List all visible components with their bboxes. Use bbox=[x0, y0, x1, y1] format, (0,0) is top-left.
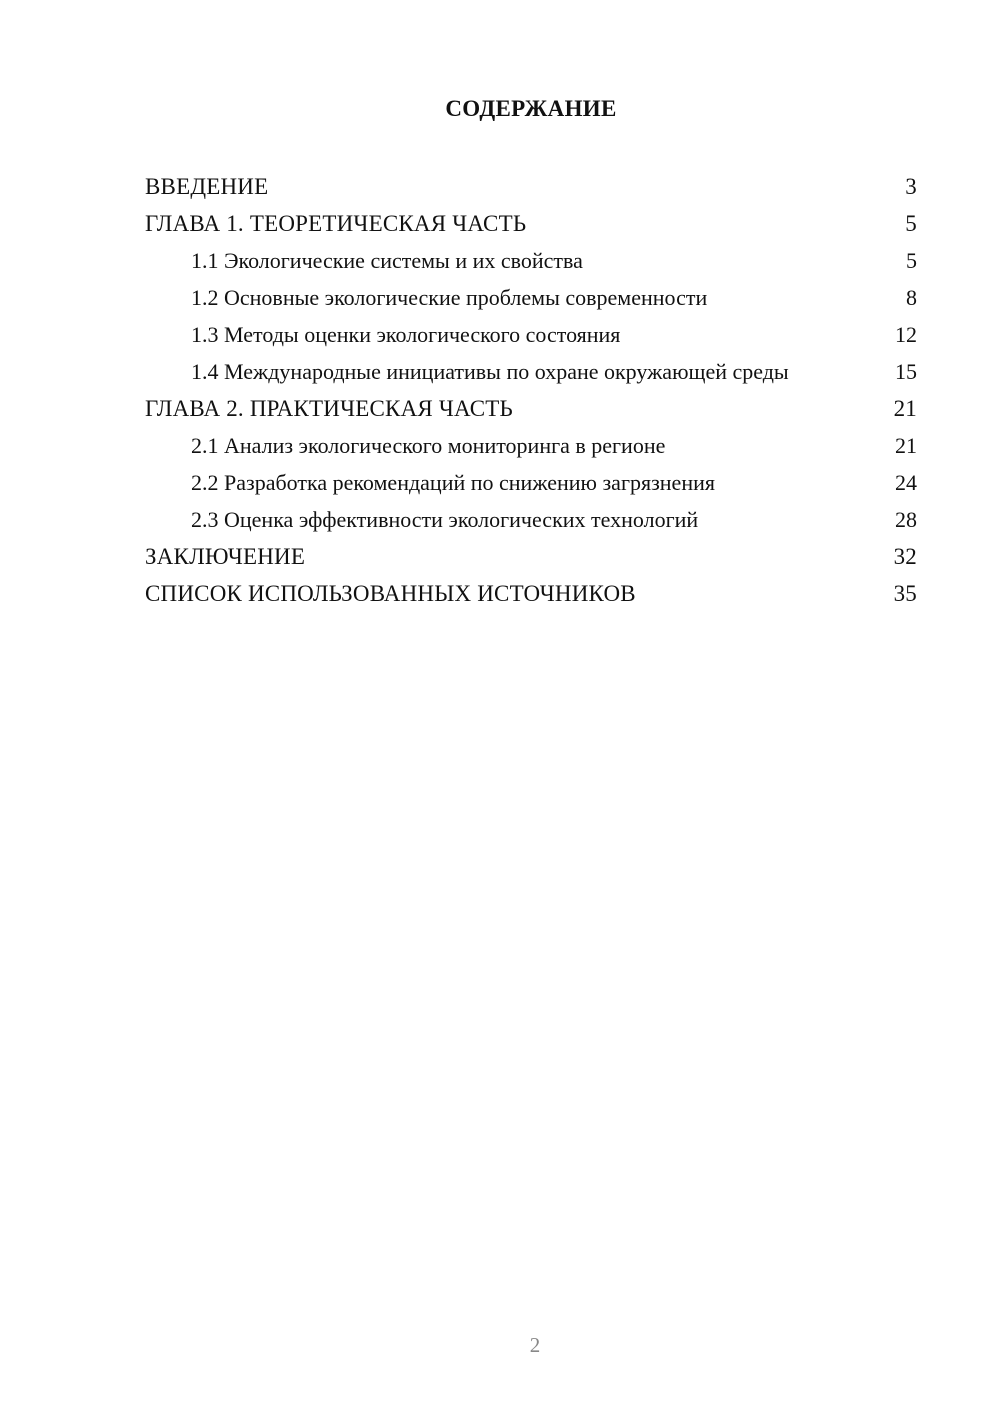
toc-entry-page: 35 bbox=[893, 581, 917, 606]
toc-entry-page: 5 bbox=[906, 248, 917, 273]
toc-entry-page: 15 bbox=[895, 359, 917, 384]
toc-entry-section-1-2[interactable] bbox=[145, 279, 917, 316]
toc-entry-conclusion[interactable] bbox=[145, 538, 917, 575]
toc-entry-page: 8 bbox=[906, 285, 917, 310]
toc-entry-page: 12 bbox=[895, 322, 917, 347]
toc-entry-label: 1.1 Экологические системы и их свойства bbox=[191, 248, 583, 273]
toc-entry-page: 28 bbox=[895, 507, 917, 532]
toc-entry-label: ВВЕДЕНИЕ bbox=[145, 174, 269, 199]
toc-entry-references[interactable] bbox=[145, 575, 917, 612]
page-title: СОДЕРЖАНИЕ bbox=[445, 96, 617, 121]
toc-entry-label: 1.3 Методы оценки экологического состояния bbox=[191, 322, 621, 347]
toc-entry-section-1-3[interactable] bbox=[145, 316, 917, 353]
toc-entry-label: ЗАКЛЮЧЕНИЕ bbox=[145, 544, 306, 569]
toc-entry-label: ГЛАВА 1. ТЕОРЕТИЧЕСКАЯ ЧАСТЬ bbox=[145, 211, 527, 236]
toc-entry-section-2-2[interactable] bbox=[145, 464, 917, 501]
toc-entry-label: 2.1 Анализ экологического мониторинга в регионе bbox=[191, 433, 666, 458]
table-of-contents bbox=[145, 168, 917, 612]
toc-entry-page: 21 bbox=[895, 433, 917, 458]
toc-entry-label: 2.3 Оценка эффективности экологических технологий bbox=[191, 507, 699, 532]
page-number: 2 bbox=[529, 1333, 541, 1357]
toc-entry-chapter-1[interactable] bbox=[145, 205, 917, 242]
toc-entry-section-2-1[interactable] bbox=[145, 427, 917, 464]
toc-entry-section-2-3[interactable] bbox=[145, 501, 917, 538]
toc-entry-chapter-2[interactable] bbox=[145, 390, 917, 427]
toc-entry-section-1-4[interactable] bbox=[145, 353, 917, 390]
toc-entry-page: 5 bbox=[905, 211, 917, 236]
toc-entry-label: 1.2 Основные экологические проблемы современности bbox=[191, 285, 708, 310]
toc-entry-page: 21 bbox=[893, 396, 917, 421]
toc-entry-label: ГЛАВА 2. ПРАКТИЧЕСКАЯ ЧАСТЬ bbox=[145, 396, 513, 421]
toc-entry-label: СПИСОК ИСПОЛЬЗОВАННЫХ ИСТОЧНИКОВ bbox=[145, 581, 636, 606]
toc-entry-page: 24 bbox=[895, 470, 917, 495]
toc-entry-label: 1.4 Международные инициативы по охране окружающей среды bbox=[191, 359, 789, 384]
toc-entry-label: 2.2 Разработка рекомендаций по снижению загрязнения bbox=[191, 470, 715, 495]
toc-entry-section-1-1[interactable] bbox=[145, 242, 917, 279]
toc-entry-page: 3 bbox=[905, 174, 917, 199]
toc-entry-introduction[interactable] bbox=[145, 168, 917, 205]
toc-entry-page: 32 bbox=[893, 544, 917, 569]
